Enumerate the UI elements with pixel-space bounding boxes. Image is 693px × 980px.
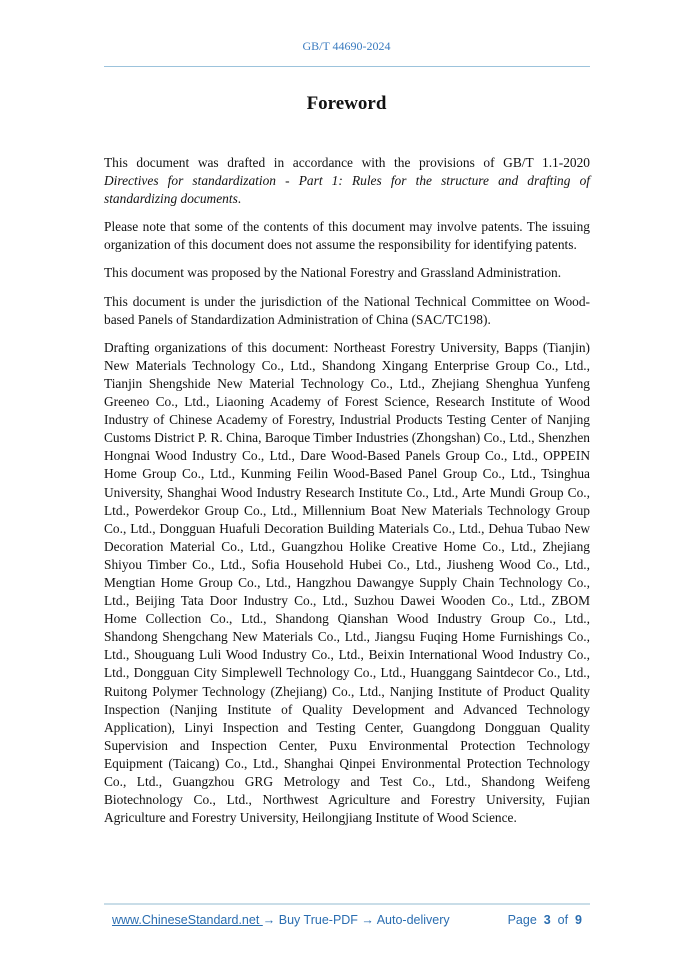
paragraph-drafting-rules [104, 154, 590, 208]
paragraph-jurisdiction: This document is under the jurisdiction of the National Technical Committee on Wood-based Panels of Standardization Administration of China (SAC/TC198). [104, 293, 590, 327]
running-header: GB/T 44690-2024 [302, 39, 391, 53]
footer-divider [104, 903, 590, 905]
directive-title: Directives for standardization - Part 1: Rules for the structure and drafting of standardizing documents [104, 173, 590, 207]
page-current: 3 [543, 913, 551, 927]
site-link[interactable]: www.ChineseStandard.net [112, 913, 263, 927]
header-divider [104, 66, 590, 67]
page-title: Foreword [306, 93, 387, 114]
footer-promo [112, 913, 450, 927]
of-label: of [557, 913, 569, 927]
paragraph-patents: Please note that some of the contents of this document may involve patents. The issuing organization of this document does not assume the responsibility for identifying patents. [104, 219, 590, 253]
document-body [104, 154, 590, 837]
page-total: 9 [575, 913, 582, 927]
promo-text: → Buy True-PDF → Auto-delivery [262, 913, 450, 927]
page-label: Page [507, 913, 537, 927]
text: . [237, 191, 242, 207]
footer [112, 913, 582, 927]
text: This document was drafted in accordance with the provisions of GB/T 1.1-2020 [104, 155, 590, 170]
paragraph-proposed-by: This document was proposed by the National Forestry and Grassland Administration. [104, 265, 562, 281]
page-indicator [508, 913, 582, 927]
paragraph-drafting-organizations: Drafting organizations of this document: Northeast Forestry University, Bapps (Tianjin) New Materials Technology Co., Ltd., Shandong Xingang Enterprise Group Co., Ltd., Tianjin Shengshide New Material Technology Co., Ltd., Zhejiang Shenghua Yunfeng Greeneo Co., Ltd., Liaoning Academy of Forest Science, Research Institute of Wood Industry of Chinese Academy of Forestry, Industrial Products Testing Center of Nanjing Customs District P. R. China, Baroque Timber Industries (Zhongshan) Co., Ltd., Shenzhen Hongnai Wood Industry Co., Ltd., Dare Wood-Based Panels Group Co., Ltd., OPPEIN Home Group Co., Ltd., Kunming Feilin Wood-Based Panel Group Co., Ltd., Tsinghua University, Shanghai Wood Industry Research Institute Co., Ltd., Arte Mundi Group Co., Ltd., Powerdekor Group Co., Ltd., Millennium Boat New Materials Technology Group Co., Ltd., Dongguan Huafuli Decoration Building Materials Co., Ltd., Dehua Tubao New Decoration Material Co., Ltd., Guangzhou Holike Creative Home Co., Ltd., Zhejiang Shiyou Timber Co., Ltd., Sofia Household Hubei Co., Ltd., Jiusheng Wood Co., Ltd., Mengtian Home Group Co., Ltd., Hangzhou Dawangye Supply Chain Technology Co., Ltd., Beijing Tata Door Industry Co., Ltd., Suzhou Dawei Wooden Co., Ltd., ZBOM Home Collection Co., Ltd., Shandong Qianshan Wood Industry Group Co., Ltd., Shandong Shengchang New Materials Co., Ltd., Jiangsu Fuqing Home Furnishings Co., Ltd., Shouguang Luli Wood Industry Co., Ltd., Beixin International Wood Industry Co., Ltd., Dongguan City Simplewell Technology Co., Ltd., Huanggang Saintdecor Co., Ltd., Ruitong Polymer Technology (Zhejiang) Co., Ltd., Nanjing Institute of Product Quality Inspection (Nanjing Institute of Quality Development and Advanced Technology Application), Linyi Inspection and Testing Center, Guangdong Dongguan Quality Supervision and Inspection Center, Puxu Environmental Protection Technology Equipment (Taicang) Co., Ltd., Shanghai Qinpei Environmental Protection Technology Co., Ltd., Guangzhou GRG Metrology and Test Co., Ltd., Shandong Weifeng Biotechnology Co., Ltd., Northwest Agriculture and Forestry University, Fujian Agriculture and Forestry University, Heilongjiang Institute of Wood Science. [104, 339, 590, 826]
